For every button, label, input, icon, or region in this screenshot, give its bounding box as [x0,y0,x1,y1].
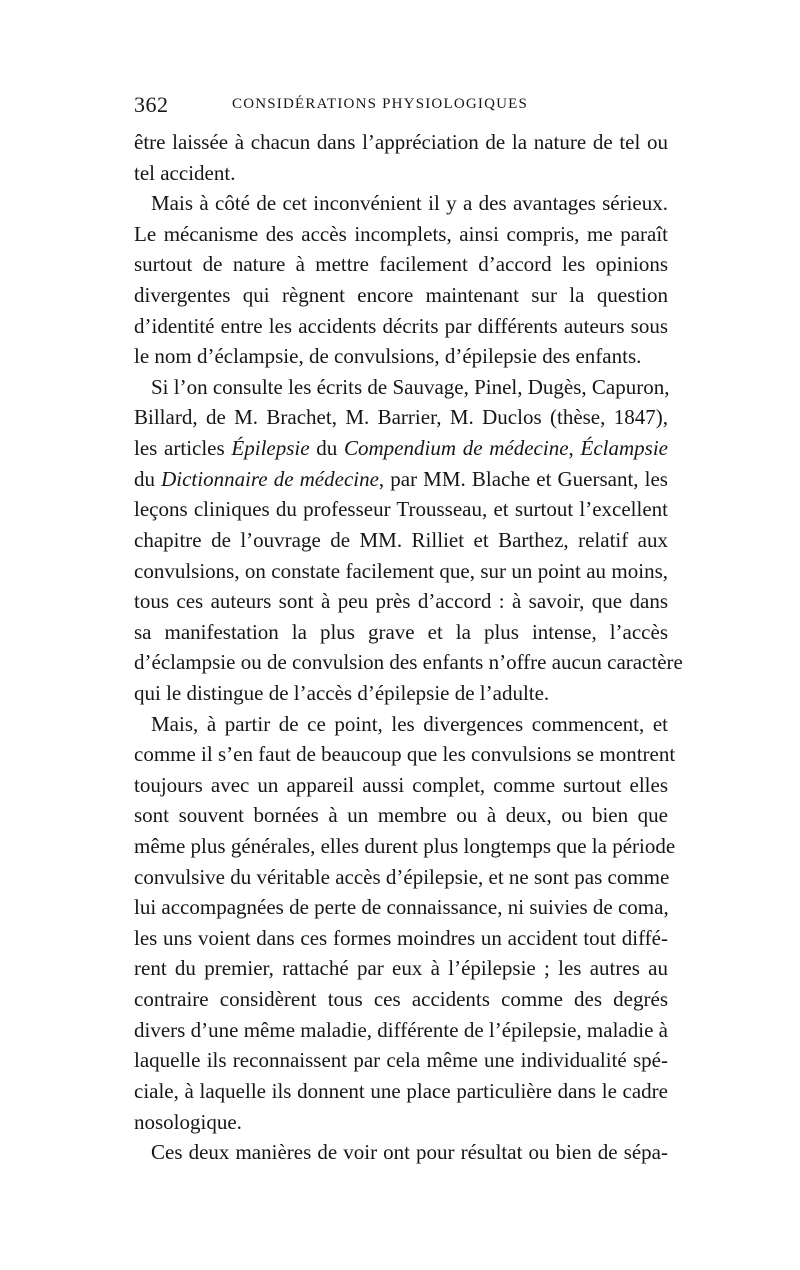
text-line: même plus générales, elles durent plus longtemps que la période [134,834,676,859]
text-line: convulsive du véritable accès d’épilepsie, et ne sont pas comme [134,864,670,889]
text-line: sa manifestation la plus grave et la plus intense, l’accès [134,619,668,644]
text-line [134,464,668,495]
text-line: sont souvent bornées à un membre ou à deux, ou bien que [134,803,668,828]
text-line: toujours avec un appareil aussi complet, comme surtout elles [134,772,668,797]
text-line: chapitre de l’ouvrage de MM. Rilliet et Barthez, relatif aux [134,527,668,552]
text-line: nosologique. [134,1109,242,1134]
text-line: tel accident. [134,160,236,185]
text-line: tous ces auteurs sont à peu près d’accord : à savoir, que dans [134,589,668,614]
text-line: qui le distingue de l’accès d’épilepsie de l’adulte. [134,680,550,705]
text-run: du [134,466,162,491]
text-line: leçons cliniques du professeur Trousseau, et surtout l’excellent [134,497,668,522]
text-line: comme il s’en faut de beaucoup que les convulsions se montrent [134,742,676,767]
text-line: Billard, de M. Brachet, M. Barrier, M. Duclos (thèse, 1847), [134,405,668,430]
text-line: rent du premier, rattaché par eux à l’épilepsie ; les autres au [134,956,668,981]
text-line: d’identité entre les accidents décrits par différents auteurs sous [134,313,668,338]
page-number: 362 [134,92,169,117]
italic-title: Épilepsie [231,436,310,461]
text-line: être laissée à chacun dans l’appréciation de la nature de tel ou [134,130,668,154]
text-line: Si l’on consulte les écrits de Sauvage, Pinel, Dugès, Capuron, [151,374,670,399]
italic-title: Compendium de médecine [344,436,569,461]
text-line: contraire considèrent tous ces accidents comme des degrés [134,987,668,1012]
text-line: Le mécanisme des accès incomplets, ainsi compris, me paraît [134,221,668,246]
text-line: Ces deux manières de voir ont pour résultat ou bien de sépa- [151,1140,668,1165]
body-text [134,127,683,1168]
text-line: Mais à côté de cet inconvénient il y a des avantages sérieux. [151,191,668,216]
text-line: divers d’une même maladie, différente de l’épilepsie, maladie à [134,1017,668,1042]
text-line: lui accompagnées de perte de connaissance, ni suivies de coma, [134,895,669,920]
text-line: surtout de nature à mettre facilement d’accord les opinions [134,252,668,277]
text-line: laquelle ils reconnaissent par cela même une individualité spé- [134,1048,668,1073]
text-line: ciale, à laquelle ils donnent une place particulière dans le cadre [134,1078,668,1103]
text-line: divergentes qui règnent encore maintenant sur la question [134,283,668,308]
running-title: CONSIDÉRATIONS PHYSIOLOGIQUES [232,96,529,112]
text-line: les uns voient dans ces formes moindres un accident tout diffé- [134,925,668,950]
italic-title: Éclampsie [580,436,668,461]
text-line: convulsions, on constate facilement que, sur un point au moins, [134,558,668,583]
text-line: le nom d’éclampsie, de convulsions, d’épilepsie des enfants. [134,344,642,369]
text-run: du [309,436,344,461]
text-run: , par MM. Blache et Guersant, les [378,466,668,491]
text-run: les articles [134,436,232,461]
italic-title: Dictionnaire de médecine [161,466,379,491]
text-line: Mais, à partir de ce point, les divergences commencent, et [151,711,668,736]
text-run: , [568,436,581,461]
text-line [134,433,668,464]
page-header [134,92,694,122]
text-line: d’éclampsie ou de convulsion des enfants n’offre aucun caractère [134,650,683,675]
